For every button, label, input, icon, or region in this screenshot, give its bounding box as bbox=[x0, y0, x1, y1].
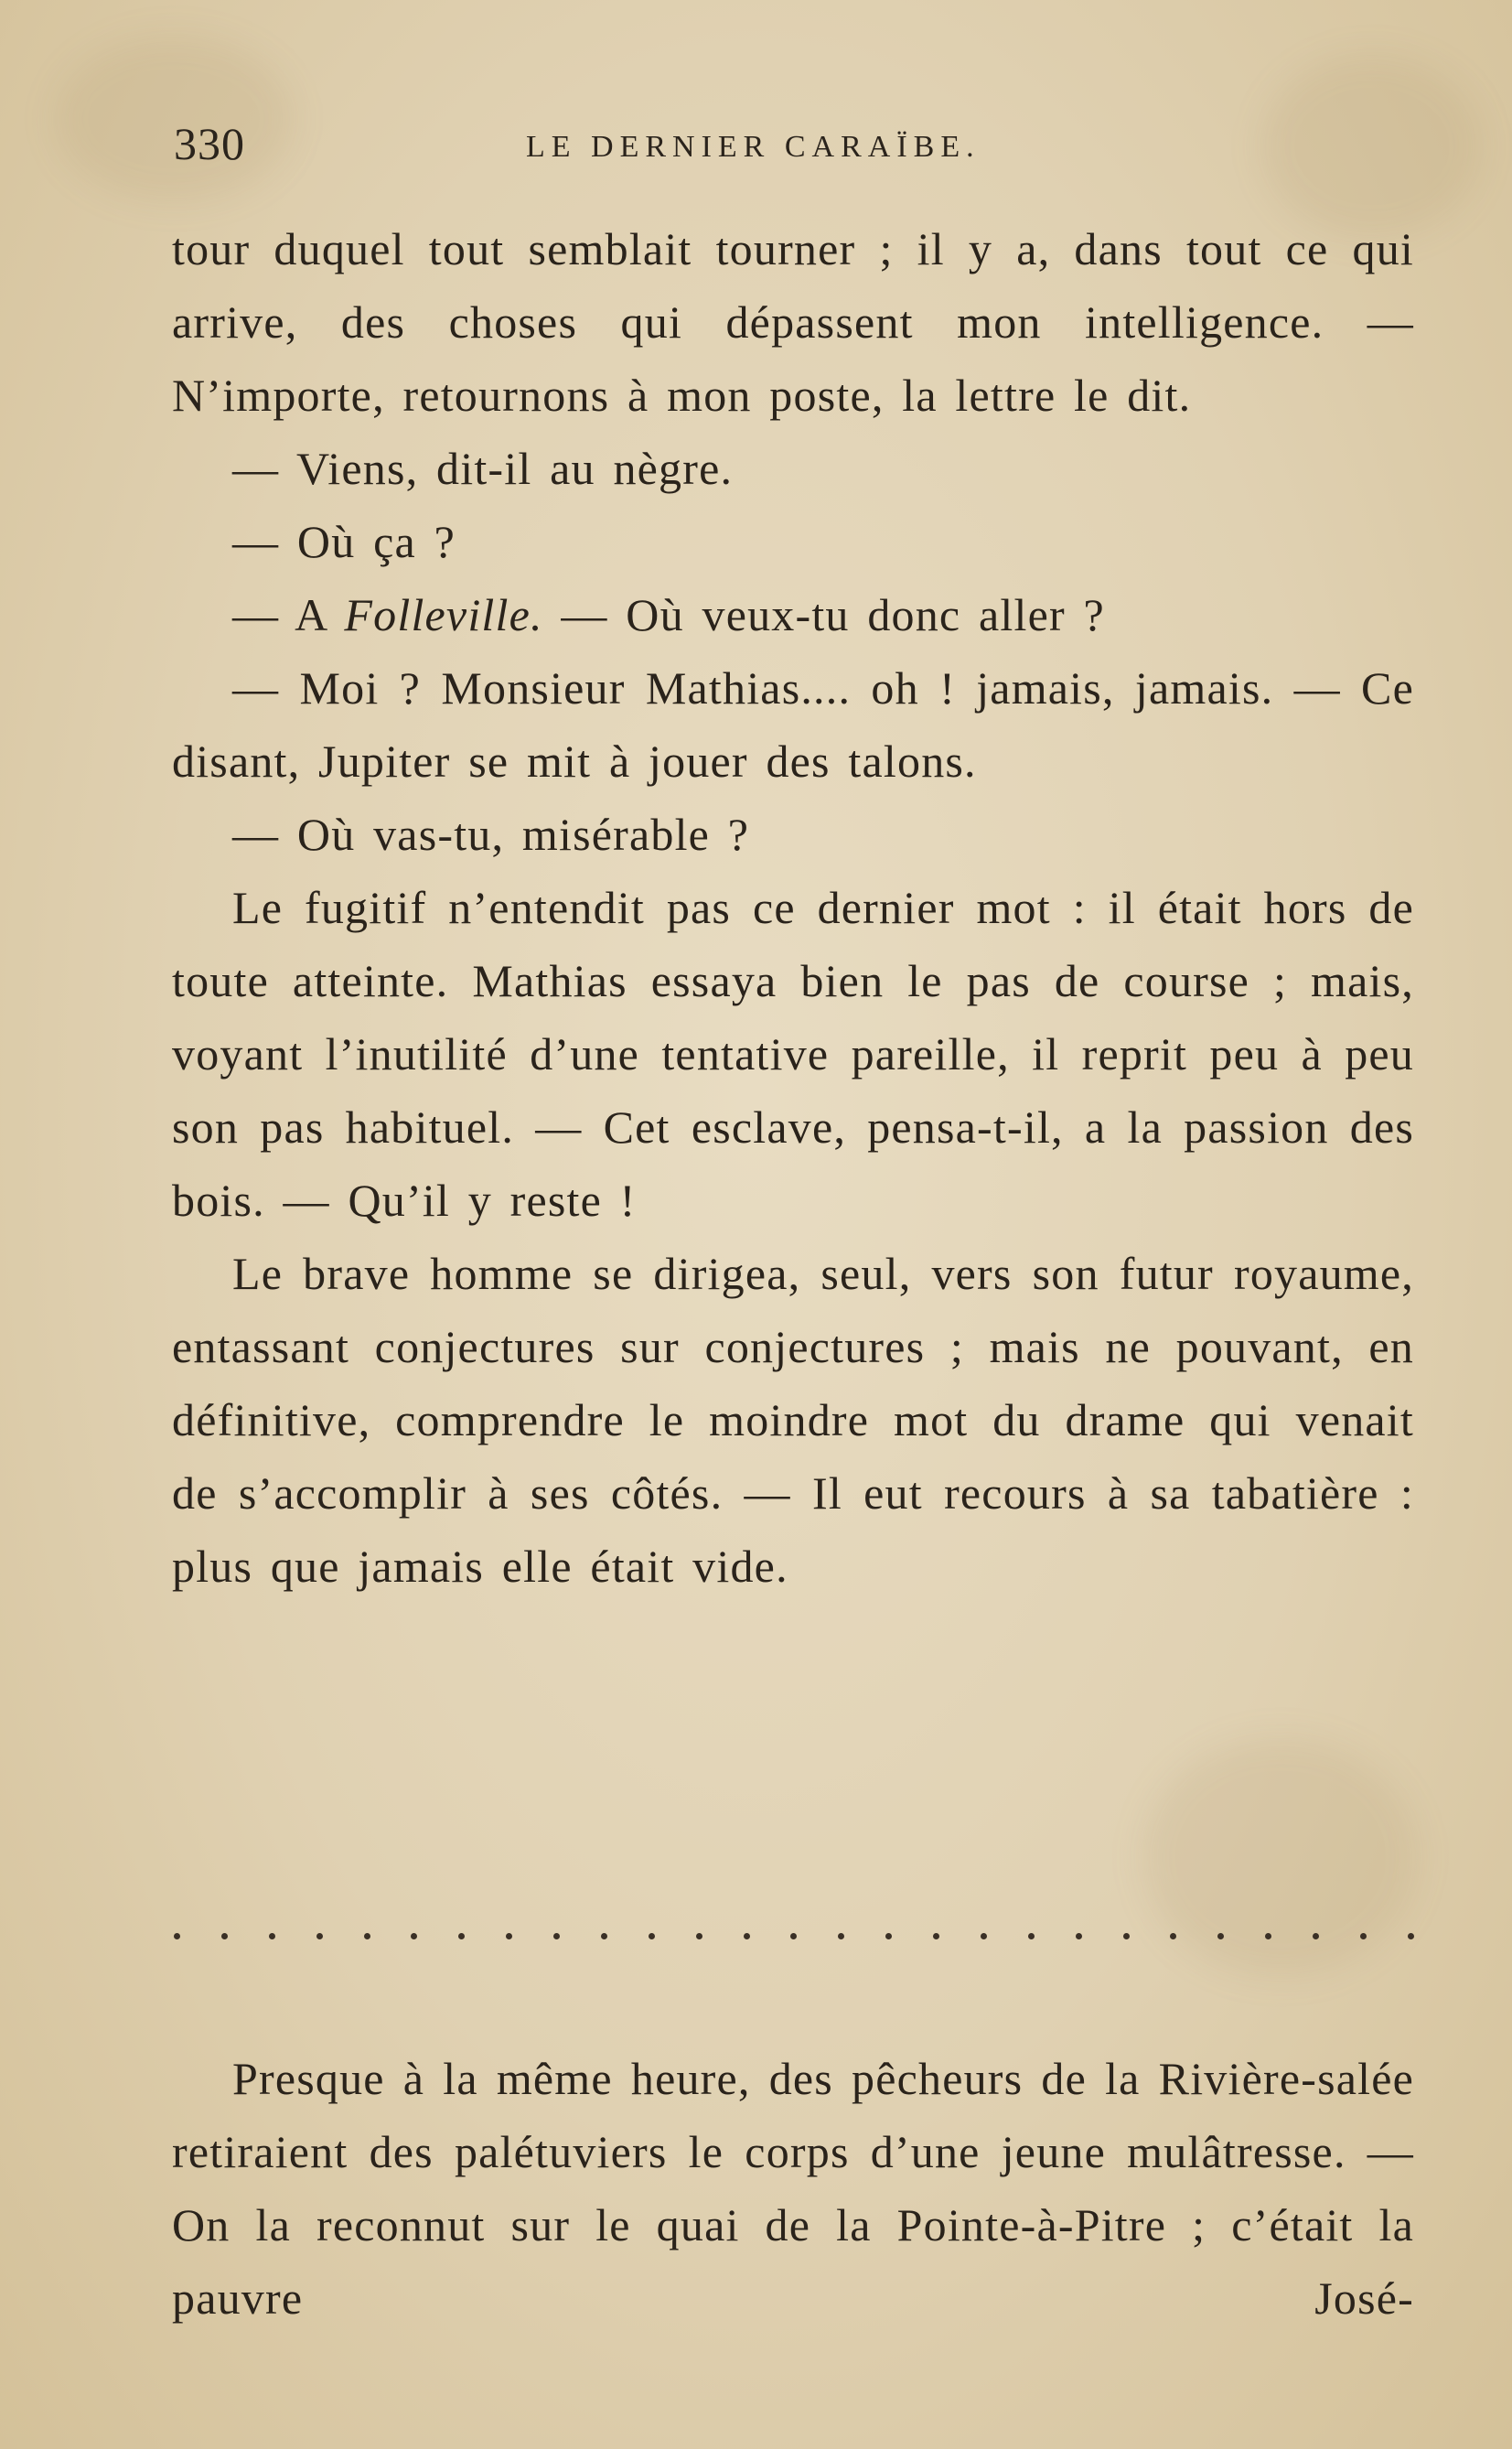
separator-dot bbox=[744, 1933, 750, 1939]
separator-dot bbox=[553, 1933, 560, 1939]
separator-dot bbox=[1360, 1933, 1367, 1939]
separator-dot bbox=[790, 1933, 797, 1939]
separator-dot bbox=[364, 1933, 370, 1939]
body-text bbox=[172, 212, 1414, 1603]
separator-dot bbox=[174, 1933, 180, 1939]
separator-dot bbox=[885, 1933, 892, 1939]
separator-dot bbox=[838, 1933, 844, 1939]
paragraph: — Où vas-tu, misérable ? bbox=[232, 809, 750, 860]
separator-dot bbox=[458, 1933, 465, 1939]
paragraph: — Moi ? Monsieur Mathias.... oh ! jamais, jamais. — Ce disant, Jupiter se mit à jouer des talons. bbox=[172, 662, 1414, 787]
separator-dot bbox=[1217, 1933, 1224, 1939]
paragraph bbox=[172, 578, 1414, 651]
separator-dot bbox=[981, 1933, 987, 1939]
separator-dot bbox=[696, 1933, 702, 1939]
separator-dot bbox=[933, 1933, 939, 1939]
place-name: Folleville. bbox=[344, 589, 543, 640]
paragraph: — Viens, dit-il au nègre. bbox=[232, 443, 734, 494]
separator-dot bbox=[1170, 1933, 1176, 1939]
paragraph: tour duquel tout semblait tourner ; il y a, dans tout ce qui arrive, des choses qui dépassent mon intelligence. — N’importe, retournons à mon poste, la lettre le dit. bbox=[172, 223, 1414, 421]
separator-dot bbox=[269, 1933, 275, 1939]
running-head bbox=[174, 117, 1412, 181]
paragraph: Presque à la même heure, des pêcheurs de la Rivière-salée retiraient des palétuviers le corps d’une jeune mulâtresse. — On la reconnut sur le quai de la Pointe-à-Pitre ; c’était la pauvre José- bbox=[172, 2053, 1414, 2324]
paragraph: — Où ça ? bbox=[232, 516, 456, 567]
separator-dot bbox=[601, 1933, 607, 1939]
separator-dot bbox=[1076, 1933, 1082, 1939]
separator-dot bbox=[1313, 1933, 1319, 1939]
separator-dot bbox=[221, 1933, 228, 1939]
separator-dot bbox=[1123, 1933, 1130, 1939]
separator-dot bbox=[506, 1933, 512, 1939]
paragraph: Le fugitif n’entendit pas ce dernier mot : il était hors de toute atteinte. Mathias essaya bien le pas de course ; mais, voyant l’inutilité d’une tentative pareille, il reprit peu à peu son pas habituel. — Cet esclave, pensa-t-il, a la passion des bois. — Qu’il y reste ! bbox=[172, 882, 1414, 1226]
dialogue-text: — Où veux-tu donc aller ? bbox=[542, 589, 1105, 640]
separator-dot bbox=[1028, 1933, 1035, 1939]
paragraph: Le brave homme se dirigea, seul, vers son futur royaume, entassant conjectures sur conjectures ; mais ne pouvant, en définitive, comprendre le moindre mot du drame qui venait de s’accomplir à ses côtés. — Il eut recours à sa tabatière : plus que jamais elle était vide. bbox=[172, 1248, 1414, 1592]
separator-dot bbox=[411, 1933, 417, 1939]
separator-dot bbox=[316, 1933, 323, 1939]
separator-dot bbox=[1265, 1933, 1271, 1939]
separator-dot bbox=[1408, 1933, 1414, 1939]
section-two-text bbox=[172, 2042, 1414, 2335]
dialogue-text: — A bbox=[232, 589, 345, 640]
separator-dot bbox=[649, 1933, 655, 1939]
running-title: LE DERNIER CARAÏBE. bbox=[526, 130, 981, 164]
page-number: 330 bbox=[174, 118, 245, 169]
section-separator bbox=[174, 1917, 1414, 1954]
